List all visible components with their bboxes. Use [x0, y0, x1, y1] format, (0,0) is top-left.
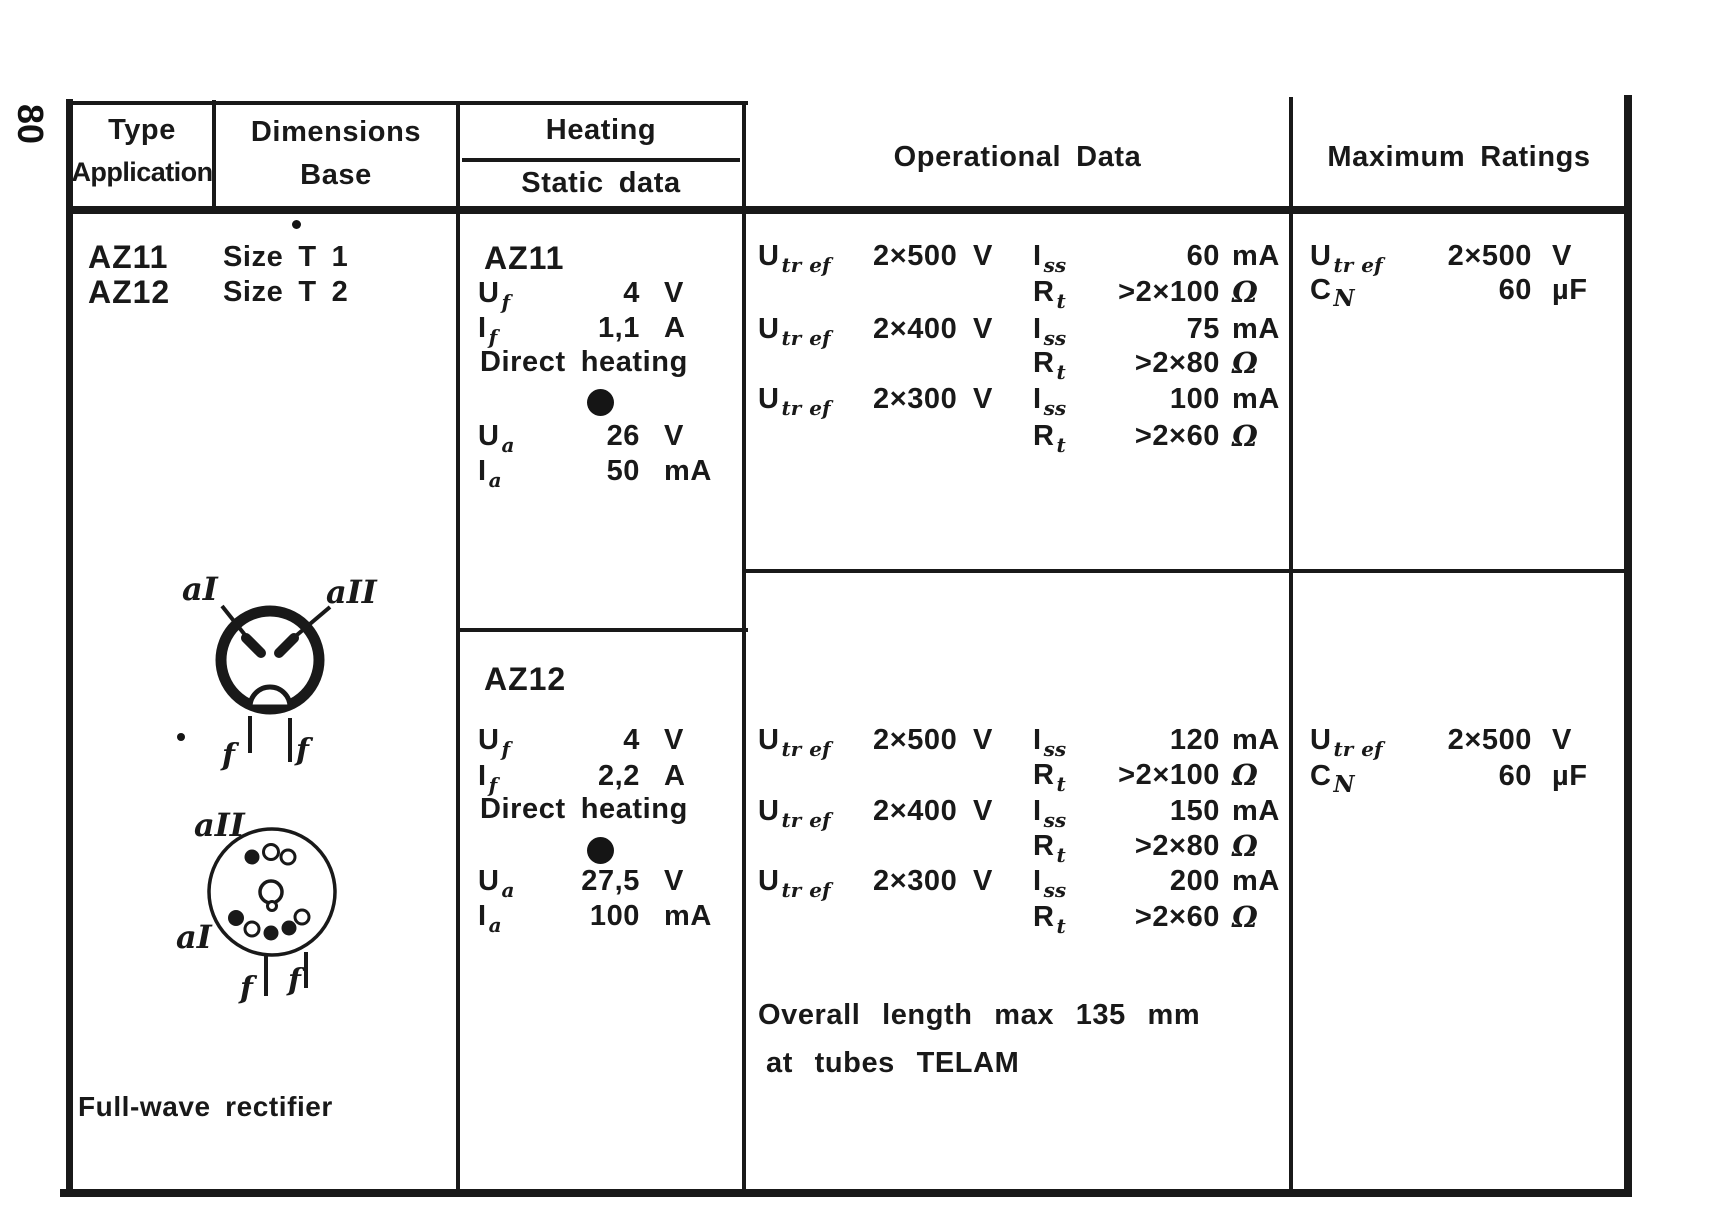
- op-value: 2×300: [873, 383, 958, 415]
- op-param: I $_{ss}$: [1033, 383, 1067, 420]
- pin-filled: [264, 926, 279, 941]
- heating-bullet: [587, 389, 614, 416]
- header-maximum-ratings: Maximum Ratings: [1327, 141, 1591, 173]
- max-value-cn: 60: [1498, 274, 1532, 306]
- op-param: R $_t$: [1033, 347, 1066, 384]
- value-ia: 50: [606, 455, 640, 487]
- max-unit-utr: V: [1552, 240, 1572, 272]
- param-ia: I $_a$: [478, 900, 502, 937]
- param-if: I $_f$: [478, 312, 498, 349]
- op-unit: mA: [1232, 795, 1280, 827]
- op-param: R $_t$: [1033, 276, 1066, 313]
- max-unit-utr: V: [1552, 724, 1572, 756]
- anode2-label: aII: [194, 806, 245, 844]
- header-static-data: Static data: [521, 167, 681, 199]
- op-param: R $_t$: [1033, 420, 1066, 457]
- op-param: R $_t$: [1033, 830, 1066, 867]
- op-value: 2×500: [873, 240, 958, 272]
- value-ia: 100: [589, 900, 640, 932]
- op-value: 200: [1169, 865, 1220, 897]
- op-unit: mA: [1232, 383, 1280, 415]
- op-unit: Ω: [1232, 275, 1259, 309]
- pin-open: [281, 850, 295, 864]
- pin-filled: [228, 910, 244, 926]
- max-unit-cn: µF: [1552, 760, 1588, 792]
- unit-ia: mA: [664, 455, 712, 487]
- max-param-cn: $C_N$: [1310, 760, 1355, 798]
- tube-type-az12: AZ12: [88, 274, 171, 310]
- param-ua: U $_a$: [478, 865, 515, 902]
- op-param: U $_{tr ef}$: [758, 313, 831, 350]
- op-value: 2×400: [873, 313, 958, 345]
- op-unit: V: [973, 383, 993, 415]
- op-unit: V: [973, 313, 993, 345]
- unit-ua: V: [664, 420, 684, 452]
- op-value: 2×500: [873, 724, 958, 756]
- value-uf: 4: [623, 724, 640, 756]
- unit-ua: V: [664, 865, 684, 897]
- op-unit: V: [973, 865, 993, 897]
- param-ua: U $_a$: [478, 420, 515, 457]
- telam-note: at tubes TELAM: [766, 1047, 1020, 1079]
- max-param-utr: U $_{tr ef}$: [1310, 240, 1383, 277]
- section-title-az12: AZ12: [484, 661, 567, 697]
- section-title-az11: AZ11: [484, 240, 565, 276]
- op-value: 2×400: [873, 795, 958, 827]
- overall-length-note: Overall length max 135 mm: [758, 999, 1201, 1031]
- op-value: 120: [1169, 724, 1220, 756]
- header-dimensions: Dimensions: [250, 116, 422, 148]
- op-unit: mA: [1232, 724, 1280, 756]
- pin-open: [295, 910, 309, 924]
- base-spigot: [260, 881, 282, 903]
- op-param: I $_{ss}$: [1033, 865, 1067, 902]
- unit-if: A: [664, 760, 686, 792]
- unit-uf: V: [664, 277, 684, 309]
- op-unit: Ω: [1232, 758, 1259, 792]
- value-ua: 27,5: [581, 865, 640, 897]
- filament-label-left: f: [240, 971, 253, 1006]
- value-if: 2,2: [597, 760, 640, 792]
- application-label: Full-wave rectifier: [78, 1091, 333, 1122]
- op-value: 150: [1169, 795, 1220, 827]
- filament-label-left: f: [222, 738, 235, 773]
- pin-open: [264, 845, 279, 860]
- op-param: R $_t$: [1033, 759, 1066, 796]
- op-param: U $_{tr ef}$: [758, 383, 831, 420]
- header-application: Application: [71, 157, 213, 187]
- op-unit: V: [973, 724, 993, 756]
- max-value-utr: 2×500: [1447, 240, 1532, 272]
- op-param: U $_{tr ef}$: [758, 240, 831, 277]
- op-value: >2×60: [1134, 901, 1220, 933]
- op-unit: V: [973, 795, 993, 827]
- op-param: I $_{ss}$: [1033, 240, 1067, 277]
- spigot-key: [268, 902, 277, 911]
- header-base: Base: [300, 159, 372, 191]
- anode1-label: aI: [176, 918, 212, 956]
- op-unit: mA: [1232, 313, 1280, 345]
- op-value: 100: [1169, 383, 1220, 415]
- tube-type-az11: AZ11: [88, 239, 169, 275]
- op-value: >2×80: [1134, 830, 1220, 862]
- max-unit-cn: µF: [1552, 274, 1588, 306]
- op-param: R $_t$: [1033, 901, 1066, 938]
- heating-bullet: [587, 837, 614, 864]
- op-param: I $_{ss}$: [1033, 313, 1067, 350]
- op-value: >2×100: [1118, 759, 1220, 791]
- op-value: 2×300: [873, 865, 958, 897]
- pin-filled: [245, 850, 260, 865]
- size-t1: Size T 1: [223, 241, 349, 273]
- op-unit: V: [973, 240, 993, 272]
- direct-heating-note: Direct heating: [480, 346, 688, 378]
- header-type: Type: [108, 114, 176, 146]
- pin-open: [245, 922, 259, 936]
- size-t2: Size T 2: [223, 276, 349, 308]
- op-unit: mA: [1232, 240, 1280, 272]
- filament-label-right: f: [288, 963, 301, 998]
- op-param: U $_{tr ef}$: [758, 724, 831, 761]
- op-param: U $_{tr ef}$: [758, 865, 831, 902]
- anode1-label: aI: [182, 570, 218, 608]
- param-if: I $_f$: [478, 760, 498, 797]
- value-uf: 4: [623, 277, 640, 309]
- op-param: I $_{ss}$: [1033, 795, 1067, 832]
- direct-heating-note: Direct heating: [480, 793, 688, 825]
- op-value: >2×100: [1118, 276, 1220, 308]
- op-unit: Ω: [1232, 346, 1259, 380]
- pin-filled: [282, 921, 297, 936]
- op-unit: Ω: [1232, 900, 1259, 934]
- filament-label-right: f: [296, 733, 309, 768]
- param-ia: I $_a$: [478, 455, 502, 492]
- param-uf: U $_f$: [478, 724, 511, 761]
- op-param: I $_{ss}$: [1033, 724, 1067, 761]
- value-if: 1,1: [597, 312, 640, 344]
- unit-ia: mA: [664, 900, 712, 932]
- max-value-utr: 2×500: [1447, 724, 1532, 756]
- op-value: 60: [1186, 240, 1220, 272]
- op-unit: Ω: [1232, 419, 1259, 453]
- op-value: 75: [1186, 313, 1220, 345]
- header-heating: Heating: [545, 114, 657, 146]
- page-number: 80: [10, 103, 51, 145]
- max-value-cn: 60: [1498, 760, 1532, 792]
- anode2-label: aII: [326, 573, 377, 611]
- op-unit: mA: [1232, 865, 1280, 897]
- header-operational-data: Operational Data: [893, 141, 1142, 173]
- param-uf: U $_f$: [478, 277, 511, 314]
- op-param: U $_{tr ef}$: [758, 795, 831, 832]
- op-value: >2×60: [1134, 420, 1220, 452]
- unit-uf: V: [664, 724, 684, 756]
- value-ua: 26: [606, 420, 640, 452]
- max-param-utr: U $_{tr ef}$: [1310, 724, 1383, 761]
- max-param-cn: $C_N$: [1310, 274, 1355, 312]
- unit-if: A: [664, 312, 686, 344]
- op-unit: Ω: [1232, 829, 1259, 863]
- op-value: >2×80: [1134, 347, 1220, 379]
